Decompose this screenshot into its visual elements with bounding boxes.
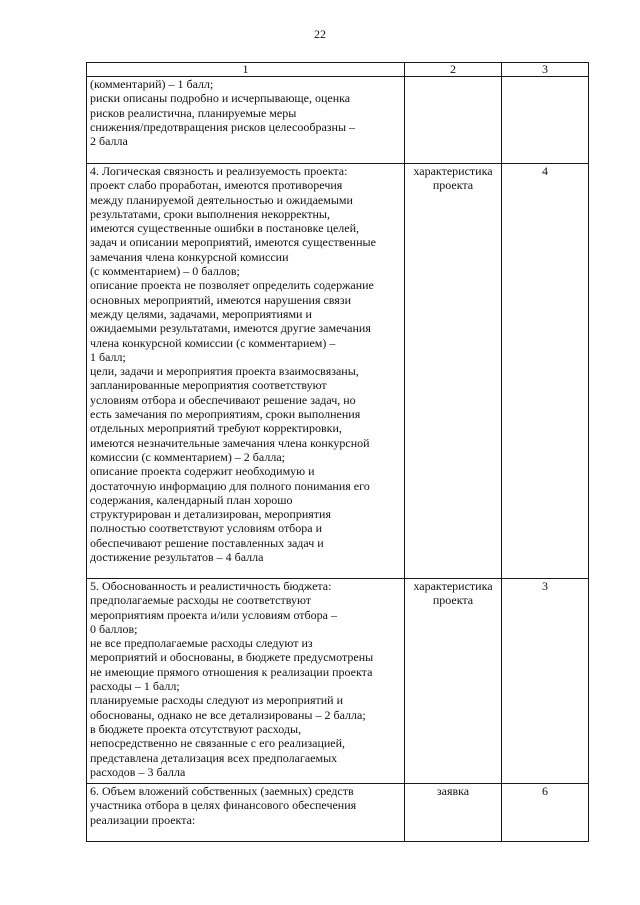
page-number: 22 <box>314 27 326 41</box>
criterion-line: описание проекта не позволяет определить содержание <box>90 278 374 293</box>
criterion-line: планируемые расходы следуют из мероприятий и <box>90 693 344 708</box>
source-line: характеристика <box>413 164 493 178</box>
criterion-line: расходы – 1 балл; <box>90 679 180 694</box>
source-line: проекта <box>432 593 474 608</box>
column-header-1: 1 <box>87 63 405 77</box>
criteria-table <box>86 62 589 842</box>
max-score-cell: 3 <box>502 579 589 784</box>
source-line: проекта <box>432 178 474 193</box>
criterion-line: обоснованы, однако не все детализированы – 2 балла; <box>90 707 366 722</box>
source-line: заявка <box>436 784 470 798</box>
criterion-line: снижения/предотвращения рисков целесообразны – <box>90 119 356 134</box>
criterion-line: содержания, календарный план хорошо <box>90 492 293 507</box>
criterion-line: участника отбора в целях финансового обеспечения <box>90 798 357 813</box>
max-score-cell: 6 <box>502 784 589 842</box>
criterion-line: основных мероприятий, имеются нарушения связи <box>90 292 351 307</box>
column-header-2: 2 <box>405 63 502 77</box>
criterion-line: имеются незначительные замечания члена конкурсной <box>90 435 370 450</box>
column-header-3: 3 <box>502 63 589 77</box>
criterion-line: достаточную информацию для полного понимания его <box>90 478 370 493</box>
table-header <box>87 63 589 77</box>
criterion-line: между целями, задачами, мероприятиями и <box>90 306 312 321</box>
criterion-line: рисков реалистична, планируемые меры <box>90 105 297 120</box>
criterion-line: 0 баллов; <box>90 621 138 636</box>
criterion-line: 1 балл; <box>90 349 126 364</box>
criterion-line: между планируемой деятельностью и ожидаемыми <box>90 192 353 207</box>
criterion-line: замечания члена конкурсной комиссии <box>90 249 289 264</box>
criterion-line: достижение результатов – 4 балла <box>90 550 264 565</box>
criterion-line: структурирован и детализирован, мероприятия <box>90 507 331 522</box>
criterion-line: задач и описании мероприятий, имеются существенные <box>90 235 376 250</box>
criterion-line: ожидаемыми результатами, имеются другие замечания <box>90 321 371 336</box>
criterion-line: 2 балла <box>90 134 128 149</box>
criterion-line: мероприятий и обоснованы, в бюджете предусмотрены <box>90 650 374 665</box>
source-cell <box>405 77 502 164</box>
criterion-line: 6. Объем вложений собственных (заемных) средств <box>90 784 354 798</box>
criterion-line: запланированные мероприятия соответствуют <box>90 378 327 393</box>
criterion-cell <box>87 579 405 784</box>
criterion-line: члена конкурсной комиссии (с комментарием) – <box>90 335 336 350</box>
criterion-cell <box>87 164 405 579</box>
criterion-line: описание проекта содержит необходимую и <box>90 464 315 479</box>
criterion-line: обеспечивают решение поставленных задач и <box>90 535 324 550</box>
criterion-line: комиссии (с комментарием) – 2 балла; <box>90 449 285 464</box>
criterion-line: результатами, сроки выполнения некорректны, <box>90 206 330 221</box>
criterion-line: не имеющие прямого отношения к реализации проекта <box>90 664 373 679</box>
criterion-cell <box>87 77 405 164</box>
max-score-cell <box>502 77 589 164</box>
criterion-line: расходов – 3 балла <box>90 764 186 779</box>
table-row <box>87 579 589 784</box>
source-cell <box>405 579 502 784</box>
criterion-line: непосредственно не связанные с его реализацией, <box>90 736 346 751</box>
criterion-line: есть замечания по мероприятиям, сроки выполнения <box>90 407 361 422</box>
header-row <box>87 63 589 77</box>
criterion-line: условиям отбора и обеспечивают решение задач, но <box>90 392 356 407</box>
max-score-cell: 4 <box>502 164 589 579</box>
table-body <box>87 77 589 842</box>
criterion-line: имеются существенные ошибки в постановке целей, <box>90 221 360 236</box>
source-cell <box>405 784 502 842</box>
criterion-line: реализации проекта: <box>90 812 196 827</box>
criterion-line: проект слабо проработан, имеются противоречия <box>90 178 343 193</box>
criterion-line: 5. Обоснованность и реалистичность бюджета: <box>90 579 332 593</box>
criterion-line: представлена детализация всех предполагаемых <box>90 750 338 765</box>
source-line: характеристика <box>413 579 493 593</box>
criterion-line: отдельных мероприятий требуют корректировки, <box>90 421 342 436</box>
criterion-line: (с комментарием) – 0 баллов; <box>90 264 240 279</box>
criterion-cell <box>87 784 405 842</box>
criterion-line: не все предполагаемые расходы следуют из <box>90 636 313 651</box>
criterion-line: цели, задачи и мероприятия проекта взаимосвязаны, <box>90 364 359 379</box>
criterion-line: (комментарий) – 1 балл; <box>90 77 214 91</box>
table-row <box>87 784 589 842</box>
criterion-line: предполагаемые расходы не соответствуют <box>90 593 312 608</box>
criterion-line: риски описаны подробно и исчерпывающе, оценка <box>90 91 351 106</box>
criterion-line: в бюджете проекта отсутствуют расходы, <box>90 721 302 736</box>
criterion-line: мероприятиям проекта и/или условиям отбора – <box>90 607 337 622</box>
table-row <box>87 164 589 579</box>
table-row <box>87 77 589 164</box>
source-cell <box>405 164 502 579</box>
criterion-line: полностью соответствуют условиям отбора и <box>90 521 323 536</box>
criterion-line: 4. Логическая связность и реализуемость проекта: <box>90 164 348 178</box>
